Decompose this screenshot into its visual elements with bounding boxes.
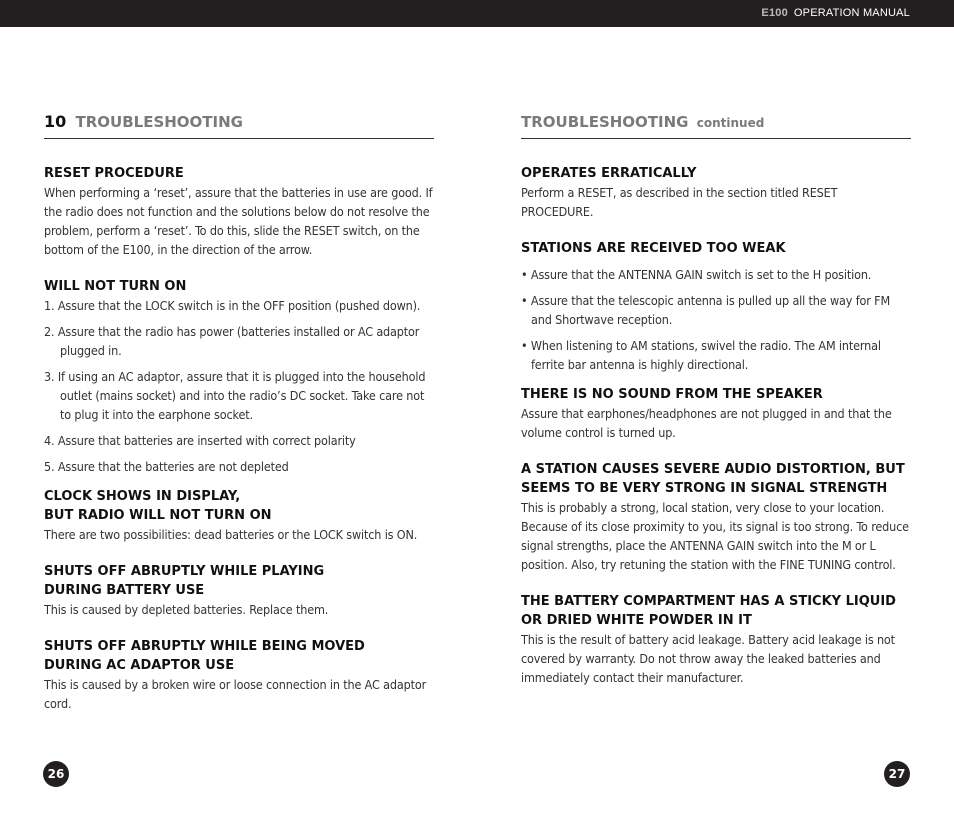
paragraph: This is caused by a broken wire or loose connection in the AC adaptor cord. [44, 677, 427, 711]
list-item: 4. Assure that batteries are inserted with correct polarity [44, 433, 356, 448]
paragraph: Perform a RESET, as described in the section titled RESET PROCEDURE. [521, 185, 838, 219]
manual-title [761, 7, 910, 19]
section-suffix: continued [696, 116, 765, 130]
page-number-right: 27 [884, 761, 910, 787]
paragraph: Assure that earphones/headphones are not plugged in and that the volume control is turned up. [521, 406, 892, 440]
manual-label: OPERATION MANUAL [793, 7, 910, 19]
subsection-heading: THERE IS NO SOUND FROM THE SPEAKER [521, 387, 823, 402]
subsection-heading: BUT RADIO WILL NOT TURN ON [44, 508, 272, 523]
model-name: E100 [761, 7, 788, 19]
list-item: 3. If using an AC adaptor, assure that it is plugged into the household outlet (mains socket) and into the radio’s DC socket. Take care not to plug it into the earphone socket. [44, 369, 426, 422]
subsection-heading: WILL NOT TURN ON [44, 279, 187, 294]
subsection-heading: CLOCK SHOWS IN DISPLAY, [44, 489, 241, 504]
battery-leakage [521, 592, 911, 687]
subsection-heading: THE BATTERY COMPARTMENT HAS A STICKY LIQUID OR DRIED WHITE POWDER IN IT [521, 594, 896, 628]
paragraph: When performing a ‘reset’, assure that the batteries in use are good. If the radio does not function and the solutions below do not resolve the problem, perform a ‘reset’. To do this, slide the RESET switch, on the bottom of the E100, in the direction of the arrow. [44, 185, 433, 257]
audio-distortion [521, 460, 911, 574]
section-heading [44, 112, 434, 139]
subsection-heading: A STATION CAUSES SEVERE AUDIO DISTORTION, BUT SEEMS TO BE VERY STRONG IN SIGNAL STRENGTH [521, 462, 905, 496]
list-item: 2. Assure that the radio has power (batteries installed or AC adaptor plugged in. [44, 324, 420, 358]
will-not-turn-on [44, 277, 434, 476]
bullet-item: • Assure that the telescopic antenna is pulled up all the way for FM and Shortwave reception. [521, 293, 890, 327]
paragraph: This is the result of battery acid leakage. Battery acid leakage is not covered by warranty. Do not throw away the leaked batteries and immediately contact their manufacturer. [521, 632, 895, 685]
stations-too-weak [521, 239, 911, 374]
paragraph: There are two possibilities: dead batteries or the LOCK switch is ON. [44, 527, 418, 542]
list-item: 1. Assure that the LOCK switch is in the OFF position (pushed down). [44, 298, 421, 313]
section-title: TROUBLESHOOTING [521, 113, 689, 131]
subsection-heading: RESET PROCEDURE [44, 166, 184, 181]
subsection-heading: DURING AC ADAPTOR USE [44, 658, 235, 673]
bullet-item: • When listening to AM stations, swivel the radio. The AM internal ferrite bar antenna is highly directional. [521, 338, 881, 372]
operates-erratically [521, 164, 911, 221]
clock-shows [44, 487, 434, 544]
no-sound [521, 385, 911, 442]
bullet-item: • Assure that the ANTENNA GAIN switch is set to the H position. [521, 267, 872, 282]
section-number: 10 [44, 112, 67, 131]
reset-procedure [44, 164, 434, 259]
subsection-heading: STATIONS ARE RECEIVED TOO WEAK [521, 241, 786, 256]
shuts-off-playing [44, 562, 434, 619]
paragraph: This is caused by depleted batteries. Replace them. [44, 602, 329, 617]
header-bar [0, 0, 954, 27]
page-number-left: 26 [43, 761, 69, 787]
subsection-heading: OPERATES ERRATICALLY [521, 166, 697, 181]
left-page [44, 112, 434, 731]
right-page [521, 112, 911, 705]
subsection-heading: DURING BATTERY USE [44, 583, 205, 598]
section-title: TROUBLESHOOTING [75, 113, 243, 131]
section-heading [521, 112, 911, 139]
subsection-heading: SHUTS OFF ABRUPTLY WHILE PLAYING [44, 564, 325, 579]
shuts-off-moved [44, 637, 434, 713]
paragraph: This is probably a strong, local station, very close to your location. Because of its close proximity to you, its signal is too strong. To reduce signal strengths, place the ANTENNA GAIN switch into the M or L position. Also, try retuning the station with the FINE TUNING control. [521, 500, 909, 572]
subsection-heading: SHUTS OFF ABRUPTLY WHILE BEING MOVED [44, 639, 365, 654]
list-item: 5. Assure that the batteries are not depleted [44, 459, 289, 474]
